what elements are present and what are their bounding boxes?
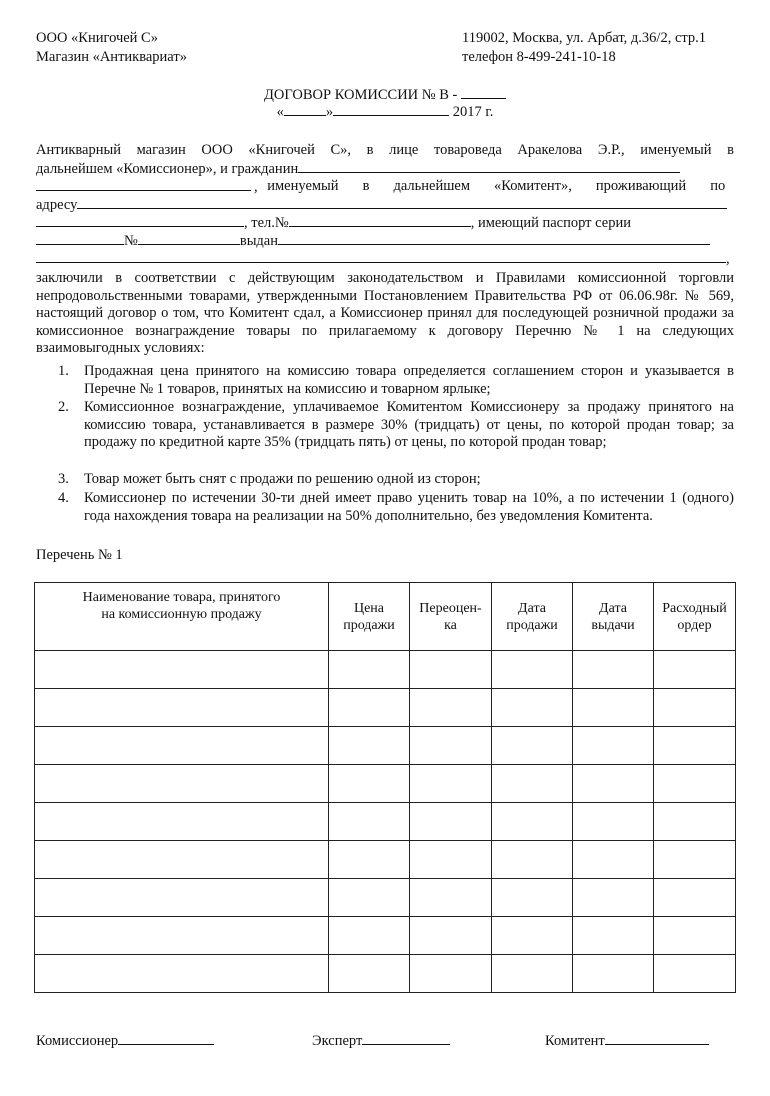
contract-number-blank[interactable] — [461, 85, 506, 99]
document-date — [0, 102, 770, 122]
table-cell[interactable] — [573, 689, 654, 727]
table-cell[interactable] — [492, 765, 573, 803]
col-header-sale-date — [492, 583, 573, 651]
header-left — [36, 29, 187, 67]
signature-committent — [545, 1031, 709, 1051]
intro-comma: , — [254, 179, 258, 195]
table-cell[interactable] — [410, 689, 492, 727]
intro-line-3-text: именуемый в дальнейшем «Комитент», проживающий по — [267, 178, 726, 194]
col-header-line: ордер — [677, 617, 712, 633]
table-row — [35, 917, 736, 955]
table-cell[interactable] — [573, 879, 654, 917]
table-row — [35, 765, 736, 803]
day-blank[interactable] — [284, 102, 326, 116]
intro-line-5 — [36, 213, 734, 232]
table-cell[interactable] — [573, 803, 654, 841]
table-cell[interactable] — [654, 651, 736, 689]
phone-label: , тел.№ — [244, 215, 289, 231]
table-cell[interactable] — [654, 765, 736, 803]
table-cell[interactable] — [35, 955, 329, 993]
col-header-line: на комиссионную продажу — [101, 607, 262, 622]
table-cell[interactable] — [329, 879, 410, 917]
table-cell[interactable] — [573, 765, 654, 803]
table-row — [35, 955, 736, 993]
passport-series-label: , имеющий паспорт серии — [470, 215, 631, 231]
title-text: ДОГОВОР КОМИССИИ № В - — [264, 87, 458, 103]
table-cell[interactable] — [35, 803, 329, 841]
table-cell[interactable] — [329, 803, 410, 841]
shop-name: Магазин «Антиквариат» — [36, 49, 187, 65]
table-cell[interactable] — [654, 841, 736, 879]
citizen-name-cont-blank[interactable] — [36, 177, 251, 191]
address-blank[interactable] — [77, 195, 727, 209]
phone-blank[interactable] — [289, 213, 471, 227]
col-header-line: Наименование товара, принятого — [82, 590, 281, 605]
month-blank[interactable] — [333, 102, 449, 116]
table-cell[interactable] — [329, 765, 410, 803]
table-cell[interactable] — [329, 727, 410, 765]
condition-text: Товар может быть снят с продажи по решению одной из сторон; — [84, 471, 481, 487]
table-cell[interactable] — [492, 841, 573, 879]
table-cell[interactable] — [329, 917, 410, 955]
table-cell[interactable] — [654, 803, 736, 841]
table-cell[interactable] — [492, 879, 573, 917]
condition-number: 3. — [58, 471, 69, 487]
address-cont-blank[interactable] — [36, 213, 244, 227]
passport-series-blank[interactable] — [36, 231, 124, 245]
company-name: ООО «Книгочей С» — [36, 30, 158, 46]
table-cell[interactable] — [329, 651, 410, 689]
table-cell[interactable] — [573, 727, 654, 765]
table-cell[interactable] — [35, 879, 329, 917]
table-row — [35, 651, 736, 689]
table-cell[interactable] — [410, 803, 492, 841]
col-header-price — [329, 583, 410, 651]
committent-label: Комитент — [545, 1033, 605, 1049]
commissioner-signature-blank[interactable] — [118, 1031, 214, 1045]
table-cell[interactable] — [654, 955, 736, 993]
table-cell[interactable] — [573, 841, 654, 879]
table-header-row — [35, 583, 736, 651]
table-cell[interactable] — [573, 955, 654, 993]
condition-number: 2. — [58, 399, 69, 415]
col-header-item-name — [35, 583, 329, 651]
col-header-line: продажи — [506, 617, 558, 633]
list-title: Перечень № 1 — [36, 547, 123, 563]
table-cell[interactable] — [410, 955, 492, 993]
intro-line-2-text: дальнейшем «Комиссионер», и гражданин — [36, 161, 299, 177]
col-header-line: ка — [444, 617, 457, 633]
table-cell[interactable] — [410, 651, 492, 689]
citizen-name-blank[interactable] — [298, 159, 680, 173]
table-cell[interactable] — [410, 765, 492, 803]
table-cell[interactable] — [410, 841, 492, 879]
date-close-quote: » — [325, 104, 334, 120]
table-cell[interactable] — [410, 727, 492, 765]
goods-table — [34, 582, 736, 993]
table-row — [35, 727, 736, 765]
col-header-line: выдачи — [591, 617, 635, 633]
issued-by-cont-blank[interactable] — [36, 249, 726, 263]
col-header-line: Дата — [599, 600, 627, 616]
address-label: адресу — [36, 197, 78, 213]
passport-number-label: № — [124, 233, 138, 249]
table-row — [35, 879, 736, 917]
col-header-line: Дата — [518, 600, 546, 616]
date-open-quote: « — [276, 104, 284, 120]
condition-number: 4. — [58, 490, 69, 506]
table-cell[interactable] — [35, 727, 329, 765]
table-row — [35, 841, 736, 879]
col-header-revaluation — [410, 583, 492, 651]
commissioner-label: Комиссионер — [36, 1033, 119, 1049]
year-text: 2017 г. — [452, 104, 494, 120]
issued-label: выдан — [239, 233, 279, 249]
signature-expert — [312, 1031, 450, 1051]
condition-text: Комиссионер по истечении 30-ти дней имеет право уценить товар на 10%, а по истечении 1 (одного) года нахождения товара на реализации на 50% дополнительно, без уведомления Комитента. — [84, 490, 734, 524]
table-cell[interactable] — [35, 841, 329, 879]
col-header-line: Переоцен- — [419, 600, 482, 616]
company-address: 119002, Москва, ул. Арбат, д.36/2, стр.1 — [462, 30, 707, 46]
company-phone: телефон 8-499-241-10-18 — [462, 49, 616, 65]
col-header-line: Расходный — [662, 600, 727, 616]
table-cell[interactable] — [492, 803, 573, 841]
signature-commissioner — [36, 1031, 214, 1051]
table-cell[interactable] — [573, 917, 654, 955]
table-cell[interactable] — [573, 651, 654, 689]
table-cell[interactable] — [35, 689, 329, 727]
col-header-expense-order — [654, 583, 736, 651]
condition-number: 1. — [58, 363, 69, 379]
table-cell[interactable] — [329, 955, 410, 993]
expert-label: Эксперт — [312, 1033, 363, 1049]
table-cell[interactable] — [410, 917, 492, 955]
intro-line-4 — [36, 195, 734, 214]
table-cell[interactable] — [329, 689, 410, 727]
table-cell[interactable] — [35, 765, 329, 803]
intro-line-2 — [36, 159, 734, 178]
table-cell[interactable] — [654, 727, 736, 765]
table-cell[interactable] — [492, 689, 573, 727]
intro-line-1: Антикварный магазин ООО «Книгочей С», в лице товароведа Аракелова Э.Р., именуемый в — [36, 142, 734, 158]
table-row — [35, 803, 736, 841]
col-header-line: Цена — [353, 600, 385, 616]
intro-line-7-comma: , — [726, 251, 730, 267]
table-cell[interactable] — [492, 917, 573, 955]
table-cell[interactable] — [654, 689, 736, 727]
expert-signature-blank[interactable] — [362, 1031, 450, 1045]
table-cell[interactable] — [654, 879, 736, 917]
col-header-line: продажи — [343, 617, 395, 633]
table-cell[interactable] — [654, 917, 736, 955]
table-cell[interactable] — [35, 651, 329, 689]
agreement-paragraph: заключили в соответствии с действующим законодательством и Правилами комиссионной торговли непродовольственными товарами, утвержденными Постановлением Правительства РФ от 06.06.98г. № 569, настоящий договор о том, что Комитент сдал, а Комиссионер принял для последующей розничной продажи за комиссионное вознаграждение товары по прилагаемому к договору Перечню № 1 на следующих взаимовыгодных условиях: — [36, 270, 734, 357]
condition-text: Продажная цена принятого на комиссию товара определяется соглашением сторон и указывается в Перечне № 1 товаров, принятых на комиссию и товарном ярлыке; — [84, 363, 734, 397]
passport-number-blank[interactable] — [138, 231, 240, 245]
intro-line-3 — [36, 177, 734, 196]
table-cell[interactable] — [492, 955, 573, 993]
intro-line-7 — [36, 249, 734, 268]
table-cell[interactable] — [410, 879, 492, 917]
header-right — [462, 29, 706, 67]
intro-line-6 — [36, 231, 734, 250]
issued-by-blank[interactable] — [278, 231, 710, 245]
committent-signature-blank[interactable] — [605, 1031, 709, 1045]
table-cell[interactable] — [492, 651, 573, 689]
table-cell[interactable] — [492, 727, 573, 765]
table-cell[interactable] — [329, 841, 410, 879]
condition-text: Комиссионное вознаграждение, уплачиваемое Комитентом Комиссионеру за продажу принятого на комиссию товара, устанавливается в размере 30% (тридцать) от цены, по которой продан товар; за продажу по кредитной карте 35% (тридцать пять) от цены, по которой продан товар; — [84, 399, 734, 450]
goods-table-body — [35, 651, 736, 993]
table-cell[interactable] — [35, 917, 329, 955]
col-header-payout-date — [573, 583, 654, 651]
table-row — [35, 689, 736, 727]
